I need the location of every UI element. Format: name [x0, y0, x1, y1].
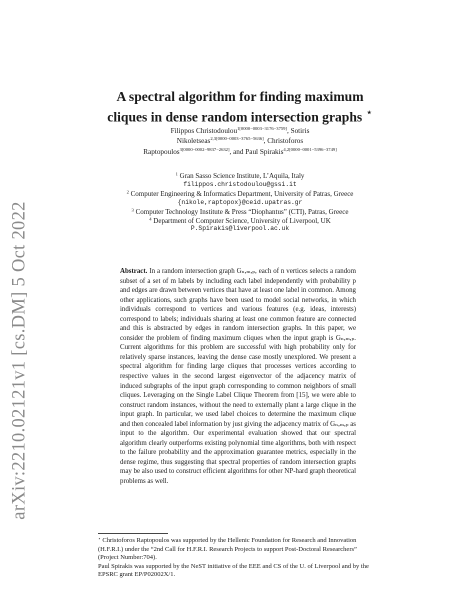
title-line-1: A spectral algorithm for finding maximum — [116, 89, 364, 104]
footnote-item — [98, 537, 378, 563]
footnote-divider — [98, 533, 168, 534]
affiliation-text: Computer Engineering & Informatics Department, University of Patras, Greece — [130, 189, 354, 198]
affiliation-item — [100, 172, 380, 181]
author-orcid: 4,2[0000−0001−5396−3749] — [283, 146, 337, 152]
footnotes — [98, 537, 378, 580]
footnote-item — [98, 563, 378, 580]
footnote-text: Paul Spirakis was supported by the NeST initiative of the EEE and CS of the U. of Liverpool and by the EPSRC grant EP/P02002X/1. — [98, 562, 369, 578]
author-orcid: 1[0000−0003−3176−3759] — [237, 126, 287, 131]
author-list — [112, 126, 368, 157]
arxiv-identifier-stamp — [8, 140, 32, 580]
paper-title — [90, 88, 390, 126]
author-separator: , Christoforos — [263, 137, 304, 146]
footnote-mark: ⋆ — [98, 536, 101, 541]
author-line — [112, 136, 368, 146]
author-name: Raptopoulos — [143, 147, 180, 156]
affiliation-email: P.Spirakis@liverpool.ac.uk — [190, 225, 290, 233]
abstract — [120, 267, 356, 487]
affiliation-email: filippos.christodoulou@gssi.it — [183, 180, 297, 188]
author-line — [112, 147, 368, 157]
affiliation-item — [100, 190, 380, 199]
affiliation-number: 1 — [175, 171, 178, 177]
title-line-2: cliques in dense random intersection graphs — [107, 109, 363, 125]
affiliation-text: Department of Computer Science, University of Liverpool, UK — [153, 216, 331, 225]
abstract-text: In a random intersection graph Gₙ,ₘ,ₚ, each of n vertices selects a random subset of a set of m labels by including each label independently with probability p and edges are drawn between vertices that have at least one label in common. Among other applications, such graphs have been used to model social networks, in which individuals correspond to vertices and various features (e.g. ideas, interests) correspond to labels; individuals sharing at least one common feature are connected and this is abstracted by edges in random intersection graphs. In this paper, we consider the problem of finding maximum cliques when the input graph is Gₙ,ₘ,ₚ. Current algorithms for this problem are successful with high probability only for relatively sparse instances, leaving the dense case mostly unexplored. We present a spectral algorithm for finding large cliques that processes vertices according to respective values in the second largest eigenvector of the adjacency matrix of induced subgraphs of the input graph corresponding to common neighbors of small cliques. Leveraging on the Single Label Clique Theorem from [15], we were able to construct random instances, without the need to externally plant a large clique in the input graph. In particular, we used label choices to determine the maximum clique and then concealed label information by just giving the adjacency matrix of Gₙ,ₘ,ₚ as input to the algorithm. Our experimental evaluation showed that our spectral algorithm clearly outperforms existing polynomial time algorithms, both with respect to the failure probability and the approximation guarantee metrics, especially in the dense regime, thus suggesting that spectral properties of random intersection graphs may be also used to construct efficient algorithms for other NP-hard graph theoretical problems as well. — [120, 268, 356, 486]
author-name: Nikoletseas — [176, 137, 211, 146]
affiliation-email: {nikole,raptopox}@ceid.upatras.gr — [177, 198, 303, 206]
affiliation-item — [100, 217, 380, 226]
footnote-text: Christoforos Raptopoulos was supported by the Hellenic Foundation for Research and Innovation (H.F.R.I.) under the “2nd Call for H.F.R.I. Research Projects to support Post-Doctoral Researchers” (Project Number:704). — [98, 537, 357, 561]
affiliation-list — [100, 172, 380, 234]
author-name: Filippos Christodoulou — [170, 127, 238, 135]
affiliation-number: 4 — [149, 216, 152, 222]
author-separator: , and Paul Spirakis — [229, 147, 284, 156]
author-separator: , Sotiris — [287, 127, 310, 135]
affiliation-text: Computer Technology Institute & Press “Diophantus” (CTI), Patras, Greece — [135, 207, 349, 216]
affiliation-text: Gran Sasso Science Institute, L’Aquila, Italy — [179, 172, 305, 180]
affiliation-number: 2 — [126, 189, 129, 195]
author-orcid: 3[0000−0002−9837−2632] — [179, 146, 230, 152]
arxiv-identifier-text: arXiv:2210.02121v1 [cs.DM] 5 Oct 2022 — [9, 200, 30, 520]
author-line — [112, 126, 368, 136]
author-orcid: 2,3[0000−0003−3765−5636] — [210, 136, 264, 142]
affiliation-number: 3 — [131, 207, 134, 213]
title-footnote-mark: ⋆ — [365, 107, 373, 119]
abstract-label: Abstract. — [120, 268, 148, 275]
affiliation-item — [100, 208, 380, 217]
